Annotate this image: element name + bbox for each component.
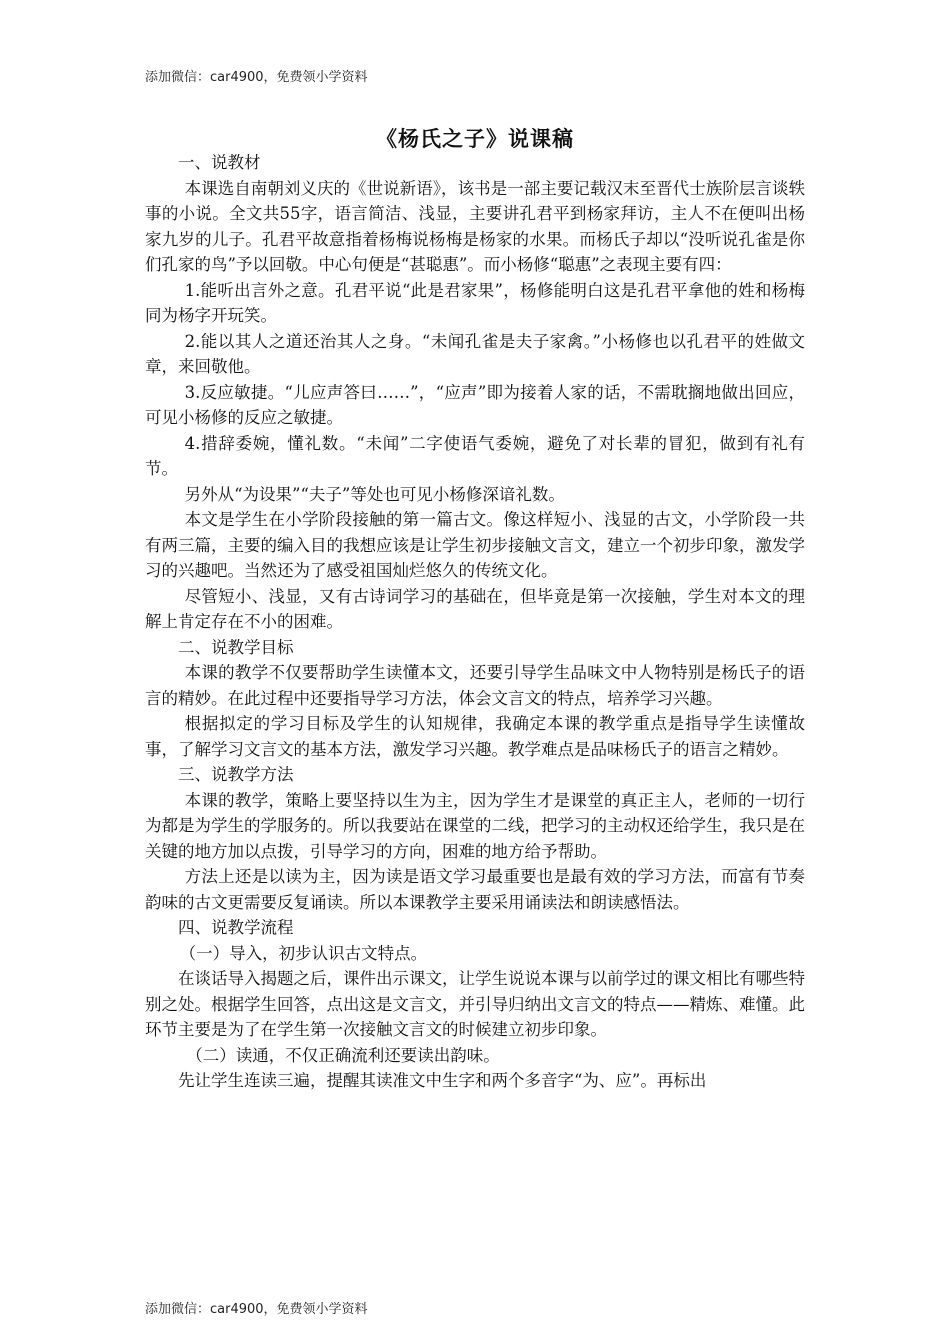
document-title: 《杨氏之子》说课稿 <box>376 126 574 151</box>
paragraph: 本课选自南朝刘义庆的《世说新语》，该书是一部主要记载汉末至晋代士族阶层言谈轶事的小说。全文共55字，语言简洁、浅显，主要讲孔君平到杨家拜访，主人不在便叫出杨家九岁的儿子。孔君平故意指着杨梅说杨梅是杨家的水果。而杨氏子却以“没听说孔雀是你们孔家的鸟”予以回敬。中心句便是“甚聪惠”。而小杨修“聪惠”之表现主要有四： <box>145 178 805 274</box>
list-item: 4.措辞委婉，懂礼数。“未闻”二字使语气委婉，避免了对长辈的冒犯，做到有礼有节。 <box>145 433 805 478</box>
paragraph: 根据拟定的学习目标及学生的认知规律，我确定本课的教学重点是指导学生读懂故事，了解学习文言文的基本方法，激发学习兴趣。教学难点是品味杨氏子的语言之精妙。 <box>145 714 805 759</box>
list-item: 2.能以其人之道还治其人之身。“未闻孔雀是夫子家禽。”小杨修也以孔君平的姓做文章，来回敬他。 <box>145 331 805 376</box>
subsection-heading: （一）导入，初步认识古文特点。 <box>179 943 428 963</box>
paragraph: 尽管短小、浅显，又有古诗词学习的基础在，但毕竟是第一次接触，学生对本文的理解上肯定存在不小的困难。 <box>145 586 805 631</box>
list-item: 1.能听出言外之意。孔君平说“此是君家果”，杨修能明白这是孔君平拿他的姓和杨梅同为杨字开玩笑。 <box>145 280 805 325</box>
paragraph: 本课的教学，策略上要坚持以生为主，因为学生才是课堂的真正主人，老师的一切行为都是为学生的学服务的。所以我要站在课堂的二线，把学习的主动权还给学生，我只是在关键的地方加以点拨，引导学习的方向，困难的地方给予帮助。 <box>145 790 805 861</box>
page-header: 添加微信：car4900，免费领小学资料 <box>145 70 368 85</box>
paragraph: 在谈话导入揭题之后，课件出示课文，让学生说说本课与以前学过的课文相比有哪些特别之处。根据学生回答，点出这是文言文，并引导归纳出文言文的特点——精炼、难懂。此环节主要是为了在学生第一次接触文言文的时候建立初步印象。 <box>145 969 805 1039</box>
section-heading: 三、说教学方法 <box>178 765 294 784</box>
section-heading: 四、说教学流程 <box>178 918 294 937</box>
paragraph: 先让学生连读三遍，提醒其读准文中生字和两个多音字“为、应”。再标出 <box>178 1071 707 1090</box>
paragraph: 另外从“为设果”“夫子”等处也可见小杨修深谙礼数。 <box>184 484 565 504</box>
subsection-heading: （二）读通，不仅正确流利还要读出韵味。 <box>186 1045 500 1065</box>
document-body <box>145 150 805 1094</box>
page-footer: 添加微信：car4900，免费领小学资料 <box>145 1302 368 1317</box>
paragraph: 方法上还是以读为主，因为读是语文学习最重要也是最有效的学习方法，而富有节奏韵味的古文更需要反复诵读。所以本课教学主要采用诵读法和朗读感悟法。 <box>145 867 805 912</box>
section-heading: 一、说教材 <box>178 153 261 172</box>
section-heading: 二、说教学目标 <box>178 637 294 657</box>
list-item: 3.反应敏捷。“儿应声答曰……”，“应声”即为接着人家的话，不需耽搁地做出回应，可见小杨修的反应之敏捷。 <box>145 382 805 427</box>
paragraph: 本课的教学不仅要帮助学生读懂本文，还要引导学生品味文中人物特别是杨氏子的语言的精妙。在此过程中还要指导学习方法，体会文言文的特点，培养学习兴趣。 <box>145 663 805 708</box>
paragraph: 本文是学生在小学阶段接触的第一篇古文。像这样短小、浅显的古文，小学阶段一共有两三篇，主要的编入目的我想应该是让学生初步接触文言文，建立一个初步印象，激发学习的兴趣吧。当然还为了感受祖国灿烂悠久的传统文化。 <box>145 510 805 580</box>
